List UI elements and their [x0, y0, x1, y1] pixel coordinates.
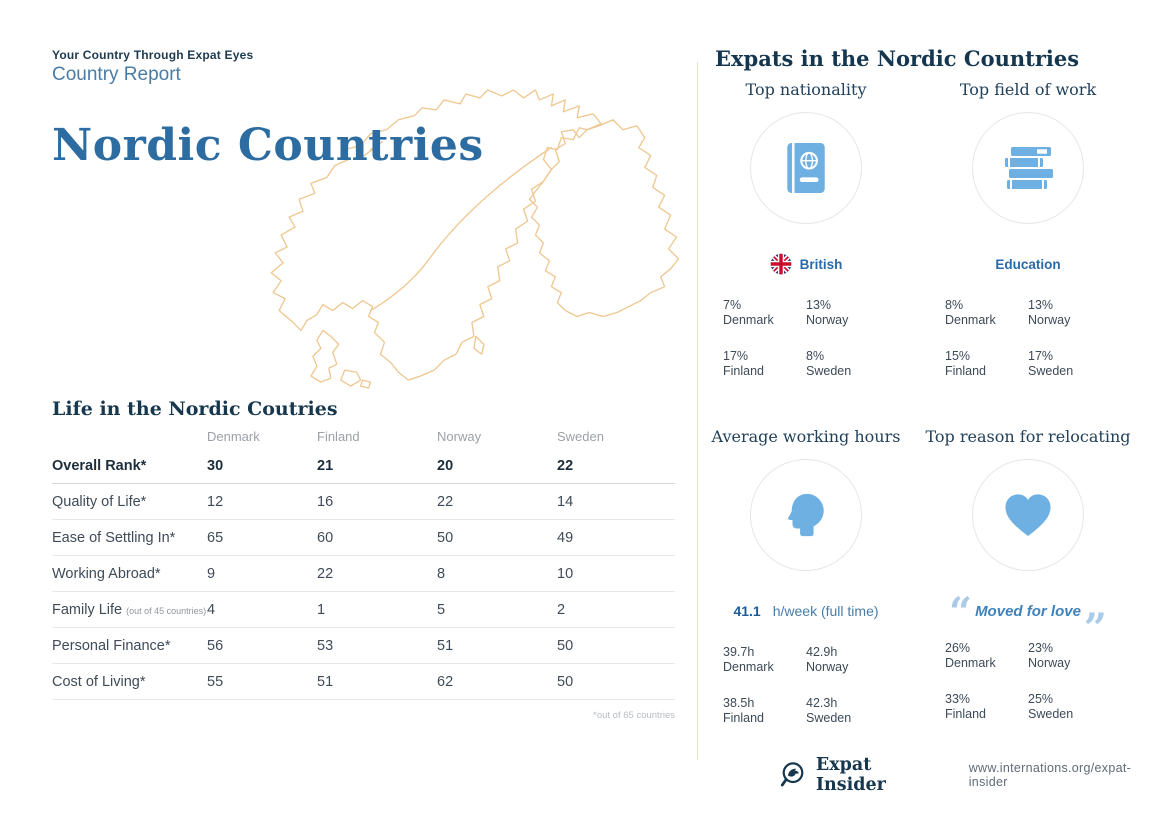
column-header-norway: Norway	[437, 428, 482, 444]
table-row	[52, 448, 675, 484]
table-cell: 53	[317, 637, 334, 654]
row-label: Cost of Living*	[52, 673, 146, 690]
heart-icon	[1002, 491, 1054, 539]
working-hours-value	[700, 599, 912, 623]
row-label: Ease of Settling In*	[52, 529, 176, 546]
hours-unit: h/week (full time)	[772, 603, 879, 619]
stat-sweden: 8% Sweden	[806, 349, 852, 378]
card-top-reason-relocating	[922, 427, 1134, 722]
row-label: Family Life (out of 45 countries)	[52, 601, 207, 618]
vertical-divider	[697, 62, 698, 760]
table-cell: 50	[557, 673, 574, 690]
stat-finland: 17% Finland	[723, 349, 764, 378]
card-heading: Top field of work	[959, 80, 1097, 99]
table-cell: 21	[317, 457, 334, 474]
expats-panel-title: Expats in the Nordic Countries	[715, 46, 1080, 71]
row-label: Quality of Life*	[52, 493, 147, 510]
card-heading: Top nationality	[745, 80, 867, 99]
column-header-finland: Finland	[317, 428, 360, 444]
card-top-nationality	[700, 80, 912, 379]
table-cell: 22	[317, 565, 334, 582]
row-label: Personal Finance*	[52, 637, 171, 654]
table-cell: 50	[437, 529, 454, 546]
table-cell: 22	[557, 457, 574, 474]
table-cell: 5	[437, 601, 446, 618]
field-label: Education	[995, 256, 1061, 272]
table-footnote: *out of 65 countries	[593, 710, 675, 721]
table-cell: 8	[437, 565, 446, 582]
table-cell: 60	[317, 529, 334, 546]
report-label: Country Report	[52, 64, 181, 85]
passport-icon	[786, 142, 826, 194]
stat-norway: 13% Norway	[806, 298, 849, 327]
brand-name: Expat Insider	[815, 755, 886, 795]
country-stats	[700, 645, 912, 726]
page-title: Nordic Countries	[52, 120, 484, 171]
table-header-row	[52, 424, 675, 448]
stat-denmark: 8% Denmark	[945, 298, 996, 327]
column-header-denmark: Denmark	[207, 428, 260, 444]
stat-norway: 13% Norway	[1028, 298, 1071, 327]
card-average-working-hours	[700, 427, 912, 726]
stat-sweden: 42.3h Sweden	[806, 696, 852, 725]
table-cell: 49	[557, 529, 574, 546]
card-heading: Average working hours	[711, 427, 901, 446]
row-label-note: (out of 45 countries)	[126, 605, 207, 616]
table-cell: 1	[317, 601, 326, 618]
stat-denmark: 26% Denmark	[945, 641, 996, 670]
relocation-quote: “ Moved for love ”	[949, 589, 1107, 652]
table-cell: 65	[207, 529, 224, 546]
icon-circle	[972, 459, 1084, 571]
country-stats	[922, 298, 1134, 379]
hours-number: 41.1	[733, 603, 761, 619]
table-cell: 10	[557, 565, 574, 582]
card-top-field-of-work	[922, 80, 1134, 379]
table-cell: 20	[437, 457, 454, 474]
footer	[780, 755, 1169, 795]
table-row	[52, 520, 675, 556]
table-row	[52, 628, 675, 664]
table-cell: 22	[437, 493, 454, 510]
table-cell: 51	[437, 637, 454, 654]
table-row	[52, 556, 675, 592]
country-stats	[700, 298, 912, 379]
stat-finland: 38.5h Finland	[723, 696, 764, 725]
icon-circle	[750, 459, 862, 571]
magnifier-bird-logo	[780, 760, 808, 790]
table-cell: 12	[207, 493, 224, 510]
stat-norway: 42.9h Norway	[806, 645, 849, 674]
top-nationality-value	[700, 252, 912, 276]
life-table	[52, 424, 675, 700]
icon-circle	[750, 112, 862, 224]
stat-sweden: 17% Sweden	[1028, 349, 1074, 378]
table-cell: 62	[437, 673, 454, 690]
head-profile-icon	[779, 487, 833, 543]
table-cell: 50	[557, 637, 574, 654]
stat-norway: 23% Norway	[1028, 641, 1071, 670]
icon-circle	[972, 112, 1084, 224]
life-table-title: Life in the Nordic Coutries	[52, 398, 338, 420]
table-row	[52, 484, 675, 520]
table-cell: 2	[557, 601, 566, 618]
column-header-sweden: Sweden	[557, 428, 604, 444]
quote-text: Moved for love	[975, 602, 1081, 620]
stat-finland: 15% Finland	[945, 349, 986, 378]
table-row	[52, 664, 675, 700]
table-row	[52, 592, 675, 628]
uk-flag-icon	[770, 253, 792, 275]
table-cell: 51	[317, 673, 334, 690]
table-cell: 4	[207, 601, 216, 618]
table-cell: 14	[557, 493, 574, 510]
table-cell: 55	[207, 673, 224, 690]
site-url[interactable]: www.internations.org/expat-insider	[968, 761, 1132, 789]
eyebrow-text: Your Country Through Expat Eyes	[52, 48, 254, 62]
table-cell: 16	[317, 493, 334, 510]
top-field-value	[922, 252, 1134, 276]
stat-denmark: 39.7h Denmark	[723, 645, 774, 674]
card-heading: Top reason for relocating	[925, 427, 1131, 446]
country-stats	[922, 641, 1134, 722]
books-icon	[999, 145, 1057, 191]
table-cell: 9	[207, 565, 216, 582]
row-label: Overall Rank*	[52, 457, 147, 474]
stat-finland: 33% Finland	[945, 692, 986, 721]
stat-denmark: 7% Denmark	[723, 298, 774, 327]
stat-sweden: 25% Sweden	[1028, 692, 1074, 721]
table-cell: 30	[207, 457, 224, 474]
row-label: Working Abroad*	[52, 565, 161, 582]
table-cell: 56	[207, 637, 224, 654]
nationality-label: British	[799, 256, 843, 272]
